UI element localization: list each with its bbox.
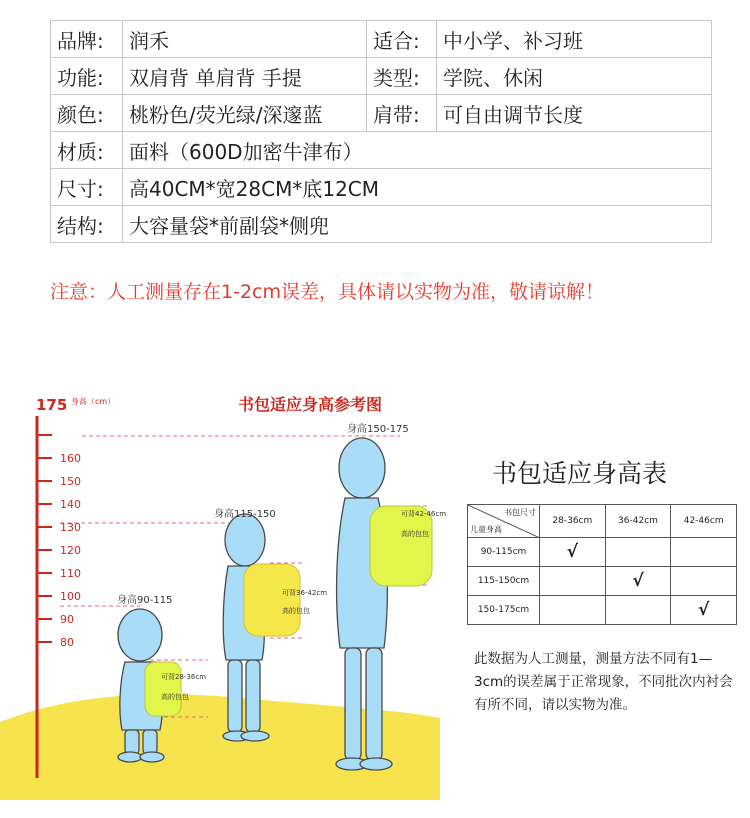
bag-fit-label: 高的包包 <box>401 530 429 538</box>
fit-column-header: 36-42cm <box>605 505 671 538</box>
spec-row <box>51 58 712 95</box>
fit-table-note: 此数据为人工测量，测量方法不同有1—3cm的误差属于正常现象，不同批次内衬会有所不同，请以实物为准。 <box>474 651 733 713</box>
spec-value: 可自由调节长度 <box>437 95 712 132</box>
fit-check-cell: √ <box>671 596 737 625</box>
tick-label: 100 <box>60 590 81 603</box>
spec-key: 材质: <box>51 132 123 169</box>
corner-bottom-label: 儿童身高 <box>470 525 502 534</box>
tick-label: 90 <box>60 613 74 626</box>
ruler-unit: 身高（cm） <box>71 397 116 406</box>
spec-row <box>51 95 712 132</box>
spec-value: 高40CM*宽28CM*底12CM <box>123 169 712 206</box>
fit-corner-cell <box>468 505 540 538</box>
spec-key: 功能: <box>51 58 123 95</box>
fit-check-cell <box>540 567 606 596</box>
fit-column-header: 28-36cm <box>540 505 606 538</box>
person-height-label: 身高115-150 <box>214 509 276 520</box>
spec-key: 尺寸: <box>51 169 123 206</box>
spec-value: 双肩背 单肩背 手提 <box>123 58 367 95</box>
tick-label: 120 <box>60 544 81 557</box>
spec-row <box>51 169 712 206</box>
height-figure <box>0 380 450 800</box>
spec-value: 中小学、补习班 <box>437 21 712 58</box>
person-height-label: 身高150-175 <box>347 424 409 435</box>
fit-row-label: 90-115cm <box>468 538 540 567</box>
spec-value: 学院、休闲 <box>437 58 712 95</box>
fit-header-row <box>468 505 737 538</box>
ruler-ticks <box>37 435 52 642</box>
bag-medium <box>244 564 300 636</box>
spec-value: 润禾 <box>123 21 367 58</box>
bag-fit-label: 高的包包 <box>161 693 189 701</box>
spec-key: 肩带: <box>367 95 437 132</box>
fit-row <box>468 538 737 567</box>
fit-row-label: 150-175cm <box>468 596 540 625</box>
fit-row-label: 115-150cm <box>468 567 540 596</box>
fit-table <box>467 504 737 625</box>
spec-row <box>51 206 712 243</box>
measurement-note: 注意：人工测量存在1-2cm误差，具体请以实物为准，敬请谅解！ <box>50 281 604 303</box>
tick-label: 140 <box>60 498 81 511</box>
tick-label: 80 <box>60 636 74 649</box>
spec-value: 面料（600D加密牛津布） <box>123 132 712 169</box>
fit-check-cell <box>671 567 737 596</box>
spec-value: 桃粉色/荧光绿/深邃蓝 <box>123 95 367 132</box>
fit-check-cell <box>671 538 737 567</box>
bag-fit-label: 可背36-42cm <box>282 589 328 597</box>
spec-key: 适合: <box>367 21 437 58</box>
tick-label: 110 <box>60 567 81 580</box>
fit-check-cell <box>605 596 671 625</box>
spec-row <box>51 132 712 169</box>
spec-key: 颜色: <box>51 95 123 132</box>
bag-fit-label: 高的包包 <box>282 607 310 615</box>
spec-row <box>51 21 712 58</box>
person-height-label: 身高90-115 <box>117 595 173 606</box>
corner-top-label: 书包尺寸 <box>504 508 536 517</box>
bag-fit-label: 可背42-46cm <box>401 510 447 518</box>
tick-label: 160 <box>60 452 81 465</box>
spec-key: 类型: <box>367 58 437 95</box>
fit-check-cell: √ <box>605 567 671 596</box>
spec-value: 大容量袋*前副袋*侧兜 <box>123 206 712 243</box>
spec-table <box>50 20 712 243</box>
fit-row <box>468 596 737 625</box>
spec-key: 结构: <box>51 206 123 243</box>
fit-row <box>468 567 737 596</box>
fit-check-cell <box>540 596 606 625</box>
fit-table-title: 书包适应身高表 <box>492 459 668 488</box>
spec-key: 品牌: <box>51 21 123 58</box>
bag-small <box>145 662 181 716</box>
fit-column-header: 42-46cm <box>671 505 737 538</box>
tick-label: 130 <box>60 521 81 534</box>
ruler-top-mark: 175 <box>36 396 68 414</box>
figure-title: 书包适应身高参考图 <box>238 395 383 414</box>
tick-label: 150 <box>60 475 81 488</box>
fit-check-cell <box>605 538 671 567</box>
fit-check-cell: √ <box>540 538 606 567</box>
bag-fit-label: 可背28-36cm <box>161 673 207 681</box>
